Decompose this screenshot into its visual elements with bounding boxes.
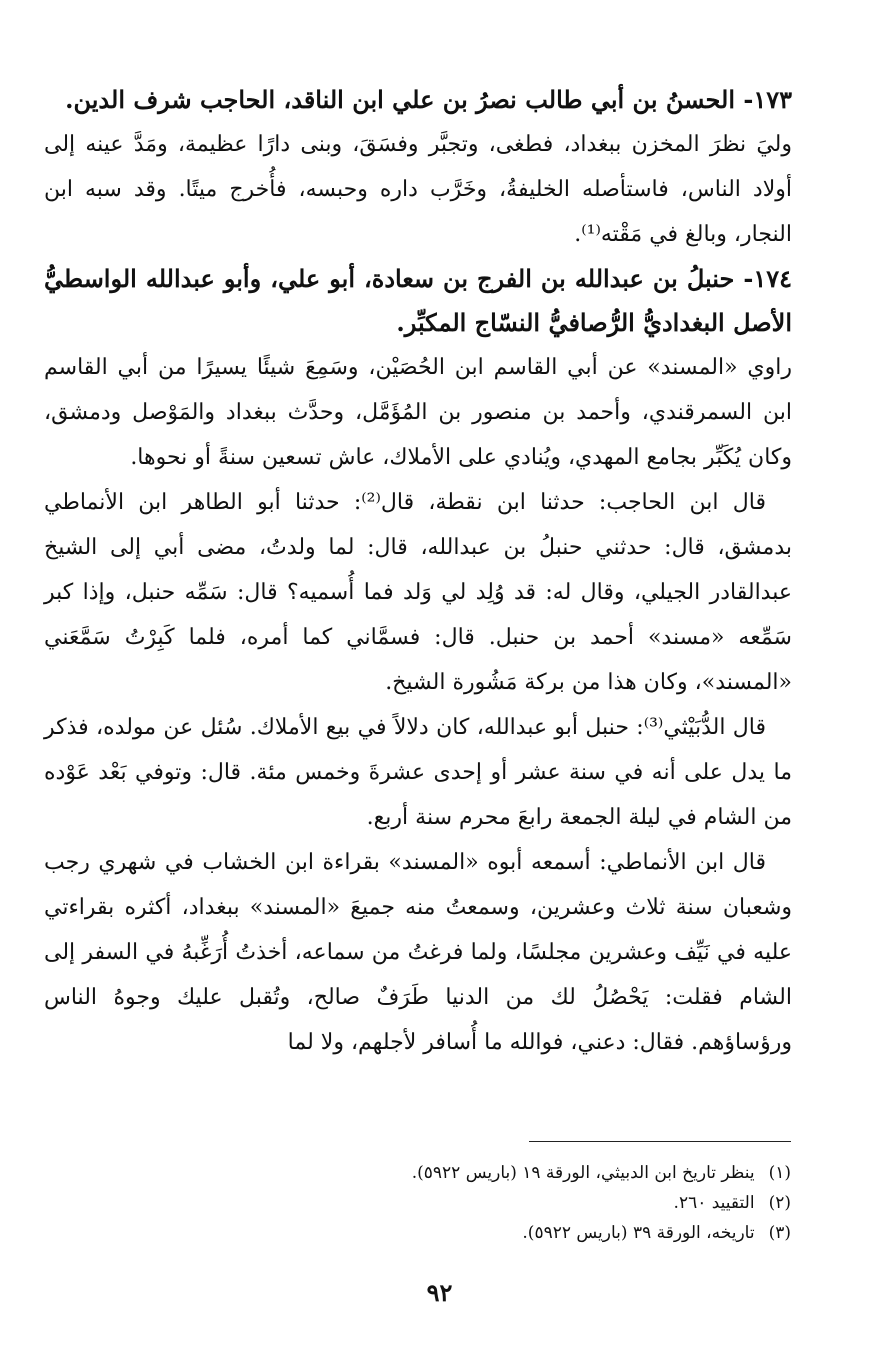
- footnote-number: (١): [768, 1163, 791, 1183]
- footnote-text: التقييد ٢٦٠.: [673, 1193, 755, 1213]
- entry-174-paragraph-2: قال ابن الحاجب: حدثنا ابن نقطة، قال⁽²⁾: حدثنا أبو الطاهر ابن الأنماطي بدمشق، قال: حدثني حنبلُ بن عبدالله، قال: لما ولدتُ، مضى أبي إلى الشيخ عبدالقادر الجيلي، وقال له: قد وُلِد لي وَلد فما أُسميه؟ قال: سَمِّه حنبل، وإذا كبر سَمِّعه «مسند» أحمد بن حنبل. قال: فسمَّاني كما أمره، فلما كَبِرْتُ سَمَّعَني «المسند»، وكان هذا من بركة مَشُورة الشيخ.: [44, 490, 792, 695]
- footnote-number: (٢): [768, 1193, 791, 1213]
- page-body: [44, 78, 792, 1065]
- entry-174-paragraph-4: قال ابن الأنماطي: أسمعه أبوه «المسند» بقراءة ابن الخشاب في شهري رجب وشعبان سنة ثلاث وعشرين، وسمعتُ منه جميعَ «المسند» ببغداد، أكثره بقراءتي عليه في نَيِّف وعشرين مجلسًا، ولما فرغتُ من سماعه، أخذتُ أُرَغِّبهُ في السفر إلى الشام فقلت: يَحْصُلُ لك من الدنيا طَرَفٌ صالح، وتُقبل عليك وجوهُ الناس ورؤساؤهم. فقال: دعني، فوالله ما أُسافر لأجلهم، ولا لما: [44, 850, 793, 1055]
- footnotes: [91, 1158, 791, 1248]
- entry-174-paragraph-3: قال الدُّبَيْثي⁽³⁾: حنبل أبو عبدالله، كان دلالاً في بيع الأملاك. سُئل عن مولده، فذكر ما يدل على أنه في سنة عشر أو إحدى عشرةَ وخمس مئة. قال: وتوفي بَعْد عَوْده من الشام في ليلة الجمعة رابعَ محرم سنة أربع.: [44, 715, 792, 830]
- footnote-3: [91, 1218, 791, 1248]
- entry-heading-174: ١٧٤- حنبلُ بن عبدالله بن الفرج بن سعادة، أبو علي، وأبو عبدالله الواسطيُّ الأصل البغداديُّ الرُّصافيُّ النسّاج المكبِّر.: [44, 264, 792, 337]
- footnote-text: تاريخه، الورقة ٣٩ (باريس ٥٩٢٢).: [522, 1223, 755, 1243]
- entry-heading-173: ١٧٣- الحسنُ بن أبي طالب نصرُ بن علي ابن الناقد، الحاجب شرف الدين.: [65, 85, 792, 114]
- footnote-divider: [529, 1141, 791, 1142]
- footnote-text: ينظر تاريخ ابن الدبيثي، الورقة ١٩ (باريس ٥٩٢٢).: [411, 1163, 755, 1183]
- footnote-2: [91, 1188, 791, 1218]
- entry-174-paragraph-1: راوي «المسند» عن أبي القاسم ابن الحُصَيْن، وسَمِعَ شيئًا يسيرًا من أبي القاسم ابن السمرقندي، وأحمد بن منصور بن المُؤَمَّل، وحدَّث ببغداد والمَوْصل ودمشق، وكان يُكَبِّر بجامع المهدي، ويُنادي على الأملاك، عاش تسعين سنةً أو نحوها.: [44, 355, 792, 470]
- footnote-1: [91, 1158, 791, 1188]
- entry-173-paragraph: وليَ نظرَ المخزن ببغداد، فطغى، وتجبَّر وفسَقَ، وبنى دارًا عظيمة، ومَدَّ عينه إلى أولاد الناس، فاستأصله الخليفةُ، وخَرَّب داره وحبسه، فأُخرج ميتًا. وقد سبه ابن النجار، وبالغ في مَقْته⁽¹⁾.: [44, 132, 792, 247]
- footnote-number: (٣): [768, 1223, 791, 1243]
- page-number: ٩٢: [426, 1278, 453, 1307]
